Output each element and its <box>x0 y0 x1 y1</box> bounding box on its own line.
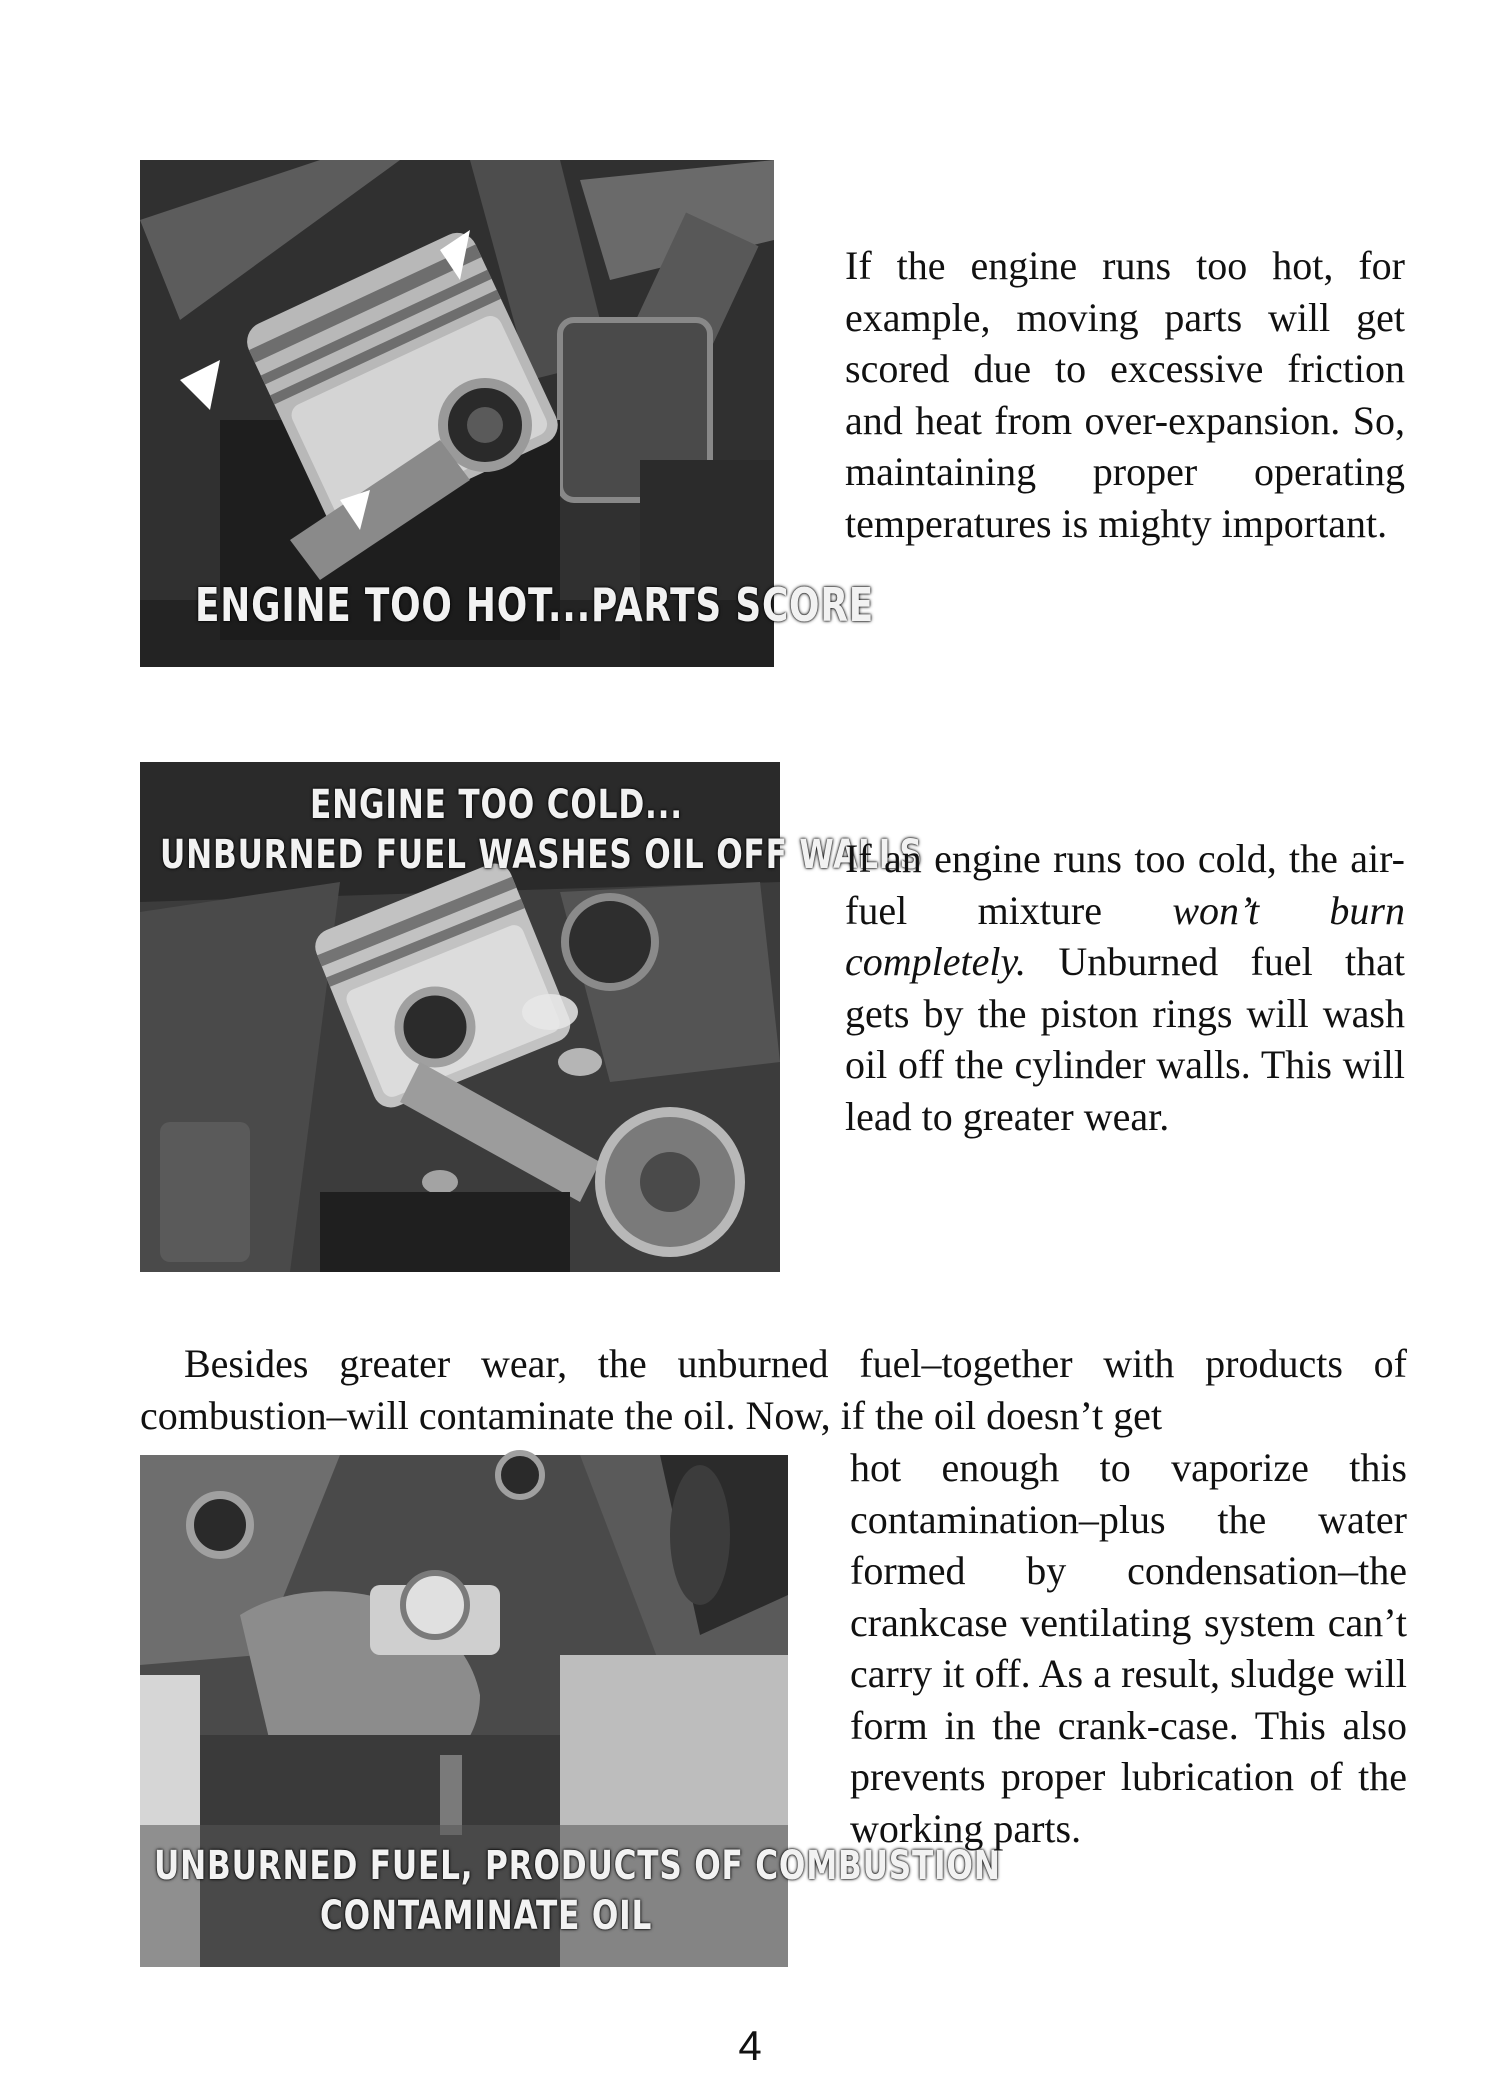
contamination-paragraph: hot enough to vaporize this contamination–plus the water formed by condensation–the crankcase ventilating system can’t carry it off. As a result, sludge will form in the crank-case. This also prevents proper lubrication of the working parts. <box>850 1445 1407 1851</box>
contamination-lead-paragraph: Besides greater wear, the unburned fuel–together with products of combustion–will contaminate the oil. Now, if the oil doesn’t get <box>140 1341 1407 1438</box>
page-number: 4 <box>738 2022 762 2069</box>
engine-too-cold-photo <box>140 762 923 1272</box>
engine-cutaway-illustration <box>140 1455 788 1967</box>
photo-caption: UNBURNED FUEL WASHES OIL OFF WALLS <box>160 832 923 878</box>
photo-caption: ENGINE TOO HOT...PARTS SCORE <box>195 578 875 632</box>
photo-caption: CONTAMINATE OIL <box>320 1893 653 1939</box>
paragraph-text: If an engine runs too cold, the air-fuel mixture <box>845 836 1405 933</box>
engine-too-hot-photo <box>140 160 875 667</box>
oil-contamination-photo <box>140 1455 1001 1967</box>
engine-too-cold-paragraph <box>845 833 1405 1142</box>
paragraph-text: Unburned fuel that gets by the piston rings will wash oil off the cylinder walls. This will lead to greater wear. <box>845 939 1405 1139</box>
photo-caption: UNBURNED FUEL, PRODUCTS OF COMBUSTION <box>154 1843 1001 1889</box>
paragraph-emphasis: won’t burn completely. <box>845 887 1406 984</box>
photo-caption: ENGINE TOO COLD... <box>310 782 683 828</box>
engine-too-hot-paragraph: If the engine runs too hot, for example, moving parts will get scored due to excessive friction and heat from over-expansion. So, maintaining proper operating temperatures is mighty important. <box>845 243 1405 546</box>
